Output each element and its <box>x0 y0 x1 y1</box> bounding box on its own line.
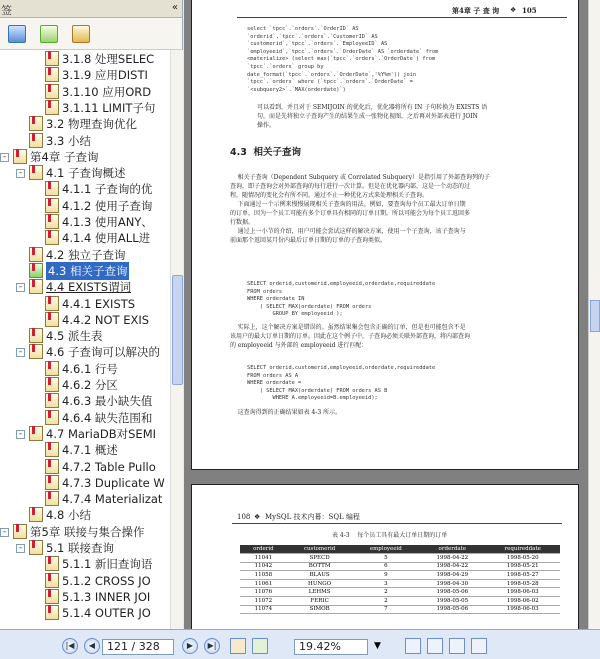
pdf-page-105 <box>191 0 579 470</box>
table-cell: 1998-06-03 <box>485 605 560 614</box>
document-scroll-thumb[interactable] <box>590 300 600 332</box>
table-cell: 1998-05-20 <box>485 554 560 563</box>
tree-expander[interactable]: - <box>16 283 25 292</box>
page-header-chapter: 第4章 子 查 询 <box>452 6 500 15</box>
bookmark-icon <box>45 589 59 604</box>
table-cell: 11041 <box>240 554 287 563</box>
bookmark-item[interactable]: 第4章 子查询 <box>30 149 99 164</box>
table-cell: SIMOB <box>287 605 353 614</box>
bookmark-item[interactable]: 3.1.9 应用DISTI <box>62 68 148 83</box>
table-cell: FERIC <box>287 597 353 606</box>
bookmark-item[interactable]: 4.1.3 使用ANY、 <box>62 215 153 229</box>
bookmark-icon <box>45 573 59 588</box>
bookmark-item[interactable]: 4.6.2 分区 <box>62 378 118 392</box>
code-block-1: select `tpcc`.`orders`.`OrderID` AS `orderid`,`tpcc`.`orders`.`CustomerID` AS `customerid`,`tpcc`.`orders`.`EmployeeID` AS `employeeid`,`tpcc`.`orders`.`OrderDate` AS `orderdate` from <materialize> (select max(`tpcc`.`orders`.`OrderDate`) from `tpcc`.`orders` group by date_format(`tpcc`.`orders`.`OrderDate`,'%Y%m')) join `tpcc`.`orders` where (`tpcc`.`orders`.`OrderDate` = `<subquery2>`.`MAX(orderdate)`) <box>247 26 439 93</box>
bookmark-item[interactable]: 3.3 小结 <box>46 133 91 148</box>
document-scrollbar[interactable] <box>588 0 600 629</box>
bookmark-tree <box>0 50 170 629</box>
table-cell: 11042 <box>240 562 287 571</box>
table-cell: 1998-05-05 <box>419 597 485 606</box>
bookmark-item[interactable]: 4.4.2 NOT EXIS <box>62 312 150 327</box>
table-cell: 11074 <box>240 605 287 614</box>
bookmark-icon <box>45 459 59 474</box>
first-page-button[interactable]: |◀ <box>62 638 78 654</box>
table-header-cell: customerid <box>287 545 353 554</box>
bookmark-icon <box>29 247 43 262</box>
table-cell: 1998-04-30 <box>419 579 485 588</box>
table-cell: HUNGO <box>287 579 353 588</box>
document-view[interactable] <box>184 0 588 629</box>
bookmark-icon <box>45 377 59 392</box>
code-block-3: SELECT orderid,customerid,employeeid,orderdate,requireddate FROM orders AS A WHERE orderdate = ( SELECT MAX(orderdate) FROM orders AS B WHERE A.employeeid=B.employeeid); <box>247 365 436 402</box>
bookmarks-toolbar <box>0 18 182 50</box>
table-cell: LEHMS <box>287 588 353 597</box>
bookmarks-panel <box>0 0 183 629</box>
bookmark-item[interactable]: 4.1.1 子查询的优 <box>62 182 153 197</box>
bookmark-icon <box>45 230 59 245</box>
table-cell: 11076 <box>240 588 287 597</box>
tree-expander[interactable]: - <box>0 153 9 162</box>
bookmark-item[interactable]: 4.7 MariaDB对SEMI <box>46 426 157 441</box>
bookmark-item[interactable]: 4.6.3 最小缺失值 <box>62 394 153 409</box>
table-cell: 2 <box>352 597 419 606</box>
table-body <box>240 554 560 614</box>
table-cell: 3 <box>352 579 419 588</box>
bookmark-icon <box>45 410 59 425</box>
tree-expander[interactable]: - <box>0 528 9 537</box>
last-page-button[interactable]: ▶| <box>204 638 220 654</box>
table-cell: 1998-04-22 <box>419 562 485 571</box>
table-cell: 1998-05-21 <box>485 562 560 571</box>
bookmark-item[interactable]: 4.7.4 Materializat <box>62 492 163 507</box>
new-bookmark-icon[interactable] <box>40 25 58 43</box>
zoom-dropdown-icon[interactable]: ▼ <box>374 641 381 651</box>
table-row <box>240 554 560 563</box>
bookmark-icon <box>45 312 59 327</box>
tree-expander[interactable]: - <box>16 430 25 439</box>
paragraph-3: 实际上，这个解决方案是错误的。虽然结果集会包含正确的订单，但是也可能包含不是 该用户的最大订单日期的订单。因此在这个例子中，子查询必须关联外部查询，将内部查询 的 employeeid 与外部的 employeeid 进行匹配： <box>230 324 471 349</box>
bookmark-icon <box>29 165 43 180</box>
tree-expander[interactable]: - <box>16 544 25 553</box>
table-row <box>240 571 560 580</box>
bookmark-icon <box>29 344 43 359</box>
table-cell: 1998-04-29 <box>419 571 485 580</box>
table-cell: 1998-05-06 <box>419 588 485 597</box>
page2-header-book: MySQL 技术内幕：SQL 编程 <box>265 513 360 521</box>
table-cell: 11072 <box>240 597 287 606</box>
bookmark-item[interactable]: 5.1.2 CROSS JO <box>62 573 151 588</box>
bookmark-item[interactable]: 3.1.11 LIMIT子句 <box>62 100 156 115</box>
bookmark-item[interactable]: 4.7.2 Table Pullo <box>62 459 156 474</box>
table-cell: 11058 <box>240 571 287 580</box>
collapse-panel-button[interactable]: « <box>171 2 178 13</box>
table-cell: 5 <box>352 554 419 563</box>
panel-title: 签 <box>1 4 12 17</box>
page2-header-icon: ❖ <box>254 513 261 521</box>
delete-bookmark-icon[interactable] <box>8 25 26 43</box>
tree-expander[interactable]: - <box>16 169 25 178</box>
bookmark-item[interactable]: 4.2 独立子查询 <box>46 247 126 262</box>
bookmark-icon <box>13 149 27 164</box>
table-row <box>240 597 560 606</box>
panel-header <box>0 0 182 18</box>
table-cell: 1998-04-22 <box>419 554 485 563</box>
bookmark-icon <box>45 198 59 213</box>
bookmark-icon <box>45 361 59 376</box>
bookmark-item[interactable]: 5.1.4 OUTER JO <box>62 606 151 621</box>
bookmark-item[interactable]: 4.4 EXISTS谓词 <box>46 280 132 295</box>
table-cell: 9 <box>352 571 419 580</box>
bookmark-item[interactable]: 4.7.3 Duplicate W <box>62 475 165 490</box>
bookmark-item[interactable]: 4.1.2 使用子查询 <box>62 198 153 213</box>
bookmark-icon <box>29 426 43 441</box>
bookmark-scroll-thumb[interactable] <box>172 275 183 385</box>
bookmark-item[interactable]: 第5章 联接与集合操作 <box>30 524 145 539</box>
table-cell: 1998-05-06 <box>419 605 485 614</box>
bookmark-icon <box>45 393 59 408</box>
bookmark-icon <box>45 491 59 506</box>
table-cell: 2 <box>352 588 419 597</box>
bookmark-icon <box>45 475 59 490</box>
back-view-icon[interactable] <box>230 638 246 654</box>
bookmark-icon <box>45 605 59 620</box>
bookmark-icon <box>13 524 27 539</box>
bookmark-item[interactable]: 4.1.4 使用ALL进 <box>62 231 151 246</box>
table-header-cell: orderdate <box>419 545 485 554</box>
continuous-view-icon[interactable] <box>427 638 443 654</box>
bookmark-icon <box>29 328 43 343</box>
bookmark-item[interactable]: 4.1 子查询概述 <box>46 166 126 181</box>
table-row <box>240 605 560 614</box>
page-header-number: 105 <box>522 6 537 15</box>
header-diamond-icon: ❖ <box>510 6 517 14</box>
page2-header-rule <box>232 523 562 524</box>
bookmark-item[interactable]: 4.4.1 EXISTS <box>62 296 136 311</box>
previous-page-button[interactable]: ◀ <box>84 638 100 654</box>
bookmark-icon <box>29 263 43 278</box>
table-cell: BOTTM <box>287 562 353 571</box>
bookmark-icon <box>29 116 43 131</box>
bookmark-item[interactable]: 3.1.10 应用ORD <box>62 84 152 99</box>
table-cell: SPECD <box>287 554 353 563</box>
next-page-button[interactable]: ▶ <box>182 638 198 654</box>
bookmark-item[interactable]: 4.3 相关子查询 <box>48 263 128 278</box>
bookmark-item[interactable]: 4.8 小结 <box>46 508 91 523</box>
table-title: 表 4-3 每个员工具有最大订单日期的订单 <box>332 532 448 539</box>
table-header-cell: orderid <box>240 545 287 554</box>
bookmark-icon <box>45 51 59 66</box>
bookmark-item[interactable]: 4.7.1 概述 <box>62 443 118 458</box>
orders-table <box>240 545 560 614</box>
table-cell: 1998-05-27 <box>485 571 560 580</box>
bookmark-icon <box>45 181 59 196</box>
bookmark-item[interactable]: 5.1.3 INNER JOI <box>62 589 151 604</box>
bookmark-icon <box>29 133 43 148</box>
table-cell: BLAUS <box>287 571 353 580</box>
header-rule <box>237 17 567 18</box>
bookmark-item[interactable]: 4.5 派生表 <box>46 329 103 344</box>
page2-header-number: 108 <box>237 513 251 521</box>
bookmark-item[interactable]: 5.1 联接查询 <box>46 541 114 555</box>
table-header-cell: requireddate <box>485 545 560 554</box>
bookmark-item[interactable]: 4.6.1 行号 <box>62 361 118 376</box>
bookmark-icon <box>29 279 43 294</box>
table-cell: 1998-06-03 <box>485 588 560 597</box>
tree-expander[interactable]: - <box>16 348 25 357</box>
bookmark-icon <box>45 67 59 82</box>
forward-view-icon[interactable] <box>252 638 268 654</box>
bookmark-item[interactable]: 3.1.8 处理SELEC <box>62 52 155 66</box>
bookmark-icon <box>45 84 59 99</box>
zoom-field[interactable]: 19.42% <box>294 639 368 655</box>
bookmark-icon <box>45 296 59 311</box>
expand-bookmark-icon[interactable] <box>72 25 90 43</box>
table-cell: 1998-05-28 <box>485 579 560 588</box>
code-block-2: SELECT orderid,customerid,employeeid,orderdate,requireddate FROM orders WHERE orderdate IN ( SELECT MAX(orderdate) FROM orders GROUP BY employeeid ); <box>247 281 436 318</box>
page-number-field[interactable]: 121 / 328 <box>102 639 174 655</box>
bookmark-item[interactable]: 3.2 物理查询优化 <box>46 117 137 132</box>
bookmark-icon <box>29 507 43 522</box>
bookmark-icon <box>45 100 59 115</box>
bookmark-icon <box>29 540 43 555</box>
bookmark-item[interactable]: 4.6.4 缺失范围和 <box>62 410 153 425</box>
table-cell: 1998-06-02 <box>485 597 560 606</box>
table-header-row <box>240 545 560 554</box>
bookmark-icon <box>45 442 59 457</box>
paragraph-2: 相关子查询（Dependent Subquery 或 Correlated Subquery）是指引用了外部查询列的子 查询，即子查询会对外部查询的每行进行一次计算。但是在优化器内部，这是一个动态的过 程，随情况的变化会有所不同，通过不止一种优化方式来处理相关子查询。 下面通过一个示例来慢慢展现相关子查询的用法。例如，要查询每个员工最大订单日期 的订单，因为一个员工可能有多个订单具有相同的订单日期，所以可能会为每个员工返回多 行数据。 通过上一小节的介绍，用户可能会尝试这样的解决方案，使用一个子查询，该子查询与 前面那个返回某月份内最后订单日期的订单的子查询类似。 <box>230 174 490 244</box>
section-title: 4.3 相关子查询 <box>230 147 301 158</box>
pdf-page-108 <box>191 484 579 629</box>
table-row <box>240 562 560 571</box>
bookmark-item[interactable]: 4.6 子查询可以解决的 <box>46 345 160 360</box>
bookmark-icon <box>45 214 59 229</box>
table-cell: 6 <box>352 562 419 571</box>
paragraph-1: 可以看到，并且对于 SEMIJOIN 的优化后，优化器将所有 IN 子句转换为 EXISTS 语 句，而是先将独立子查询产生的结果生成一张物化视图，之后再对外部表进行 JOIN 操作。 <box>257 104 488 129</box>
table-row <box>240 579 560 588</box>
table-cell: 11061 <box>240 579 287 588</box>
bookmark-item[interactable]: 5.1.1 新旧查询语 <box>62 557 153 572</box>
facing-view-icon[interactable] <box>449 638 465 654</box>
continuous-facing-view-icon[interactable] <box>471 638 487 654</box>
bookmark-icon <box>45 556 59 571</box>
table-header-cell: employeeid <box>352 545 419 554</box>
single-page-view-icon[interactable] <box>405 638 421 654</box>
status-bar <box>0 629 600 659</box>
paragraph-4: 这查询得到的正确结果如表 4-3 所示。 <box>230 409 342 416</box>
table-cell: 7 <box>352 605 419 614</box>
table-row <box>240 588 560 597</box>
bookmark-scrollbar[interactable] <box>170 50 183 629</box>
